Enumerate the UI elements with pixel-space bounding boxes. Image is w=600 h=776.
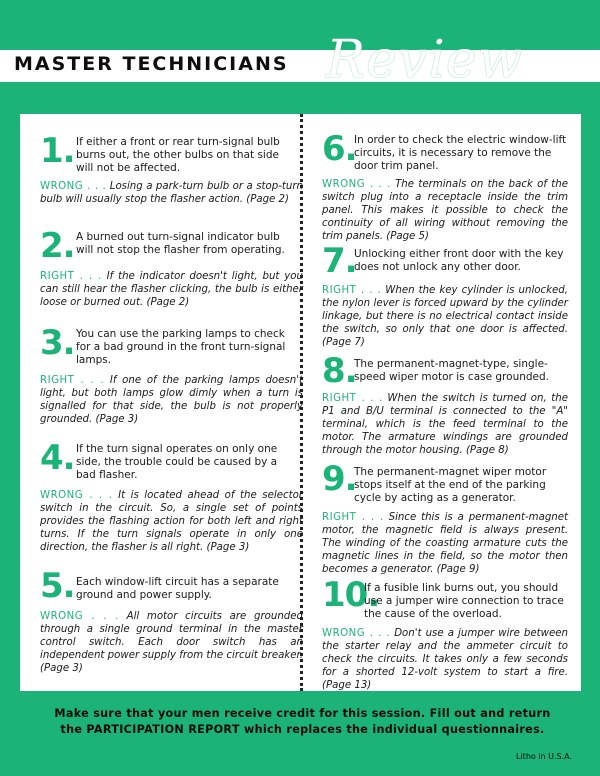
answer-text: If the indicator doesn't light, but you can still hear the flasher clicking, the bulb is either loose or burned out. (Page 2): [40, 271, 303, 308]
answer: [322, 511, 568, 576]
answer-text: When the key cylinder is unlocked, the nylon lever is forced upward by the cylinder linkage, but there is no electrical contact inside the switch, so only that one door is affected. (Page 7): [322, 285, 568, 348]
question-number: 4.: [40, 438, 75, 478]
answer-text: All motor circuits are grounded through a single ground terminal in the master control switch. Each door switch has an independent power supply from the circuit breaker. (Page 3): [40, 611, 303, 674]
header-script-review: Review: [326, 30, 524, 90]
answer-text: Losing a park-turn bulb or a stop-turn bulb will usually stop the flasher action. (Page 2): [40, 181, 303, 205]
litho-mark: Litho in U.S.A.: [516, 752, 573, 761]
footer-line-1: Make sure that your men receive credit for this session. Fill out and return: [54, 707, 551, 720]
question-number: 6.: [322, 129, 357, 169]
answer: [40, 610, 303, 675]
question-statement: The permanent-magnet-type, single-speed wiper motor is case grounded.: [354, 358, 550, 383]
answer: [322, 392, 568, 457]
verdict: RIGHT . . .: [322, 393, 383, 404]
question-statement: Unlocking either front door with the key does not unlock any other door.: [354, 248, 564, 273]
verdict: WRONG . . .: [40, 611, 119, 622]
answer: [322, 284, 568, 349]
answer: [40, 374, 303, 426]
question-number: 2.: [40, 226, 75, 266]
question-statement: You can use the parking lamps to check for a bad ground in the front turn-signal lamps.: [76, 328, 286, 366]
header-title: MASTER TECHNICIANS: [14, 53, 289, 75]
question-number: 10.: [322, 575, 380, 615]
verdict: WRONG . . .: [40, 181, 107, 192]
question-number: 9.: [322, 459, 357, 499]
verdict: WRONG . . .: [322, 179, 391, 190]
answer-text: It is located ahead of the selector switch in the circuit. So, a single set of points provides the flashing action for both left and right turns. If the turn signals operate in only one direction, the flasher is all right. (Page 3): [40, 490, 303, 553]
verdict: RIGHT . . .: [322, 512, 384, 523]
question-number: 8.: [322, 351, 357, 391]
answer-text: Since this is a permanent-magnet motor, the magnetic field is always present. The winding of the coasting armature cuts the magnetic lines in the field, so the motor then becomes a generator. (Page 9): [322, 512, 569, 575]
answer-text: The terminals on the back of the switch plug into a receptacle inside the trim panel. This makes it possible to check the continuity of all wiring without removing the trim panels. (Page 5): [322, 179, 568, 242]
footer-notice: [30, 706, 575, 738]
answer-text: When the switch is turned on, the P1 and B/U terminal is connected to the "A" terminal, which is the feed terminal to the motor. The armature windings are grounded through the motor housing. (Page 8): [322, 393, 569, 456]
question-statement: A burned out turn-signal indicator bulb will not stop the flasher from operating.: [76, 231, 285, 256]
verdict: RIGHT . . .: [40, 271, 102, 282]
answer: [40, 270, 303, 309]
verdict: RIGHT . . .: [40, 375, 105, 386]
column-divider: [300, 114, 303, 691]
footer-line-2: the PARTICIPATION REPORT which replaces the individual questionnaires.: [60, 723, 545, 736]
question-statement: Each window-lift circuit has a separate ground and power supply.: [76, 576, 279, 601]
answer-text: If one of the parking lamps doesn't light, but both lamps glow dimly when a turn is signalled for that side, the bulb is not properly grounded. (Page 3): [40, 375, 303, 425]
question-statement: If a fusible link burns out, you should use a jumper wire connection to trace the cause of the overload.: [364, 582, 564, 620]
question-statement: If the turn signal operates on only one side, the trouble could be caused by a bad flasher.: [76, 443, 278, 481]
question-number: 5.: [40, 566, 75, 606]
verdict: RIGHT . . .: [322, 285, 382, 296]
answer: [40, 180, 303, 206]
answer: [322, 178, 568, 243]
verdict: WRONG . . .: [322, 628, 391, 639]
verdict: WRONG . . .: [40, 490, 113, 501]
question-statement: The permanent-magnet wiper motor stops itself at the end of the parking cycle by acting as a generator.: [354, 466, 547, 504]
question-statement: In order to check the electric window-lift circuits, it is necessary to remove the door trim panel.: [354, 134, 567, 172]
answer: [40, 489, 303, 554]
question-number: 3.: [40, 323, 75, 363]
answer-text: Don't use a jumper wire between the starter relay and the ammeter circuit to check the circuits. It takes only a few seconds for a shorted 12-volt system to start a fire. (Page 13): [322, 628, 568, 691]
question-statement: If either a front or rear turn-signal bulb burns out, the other bulbs on that side will not be affected.: [76, 136, 280, 174]
answer: [322, 627, 568, 692]
question-number: 7.: [322, 241, 357, 281]
question-number: 1.: [40, 131, 75, 171]
